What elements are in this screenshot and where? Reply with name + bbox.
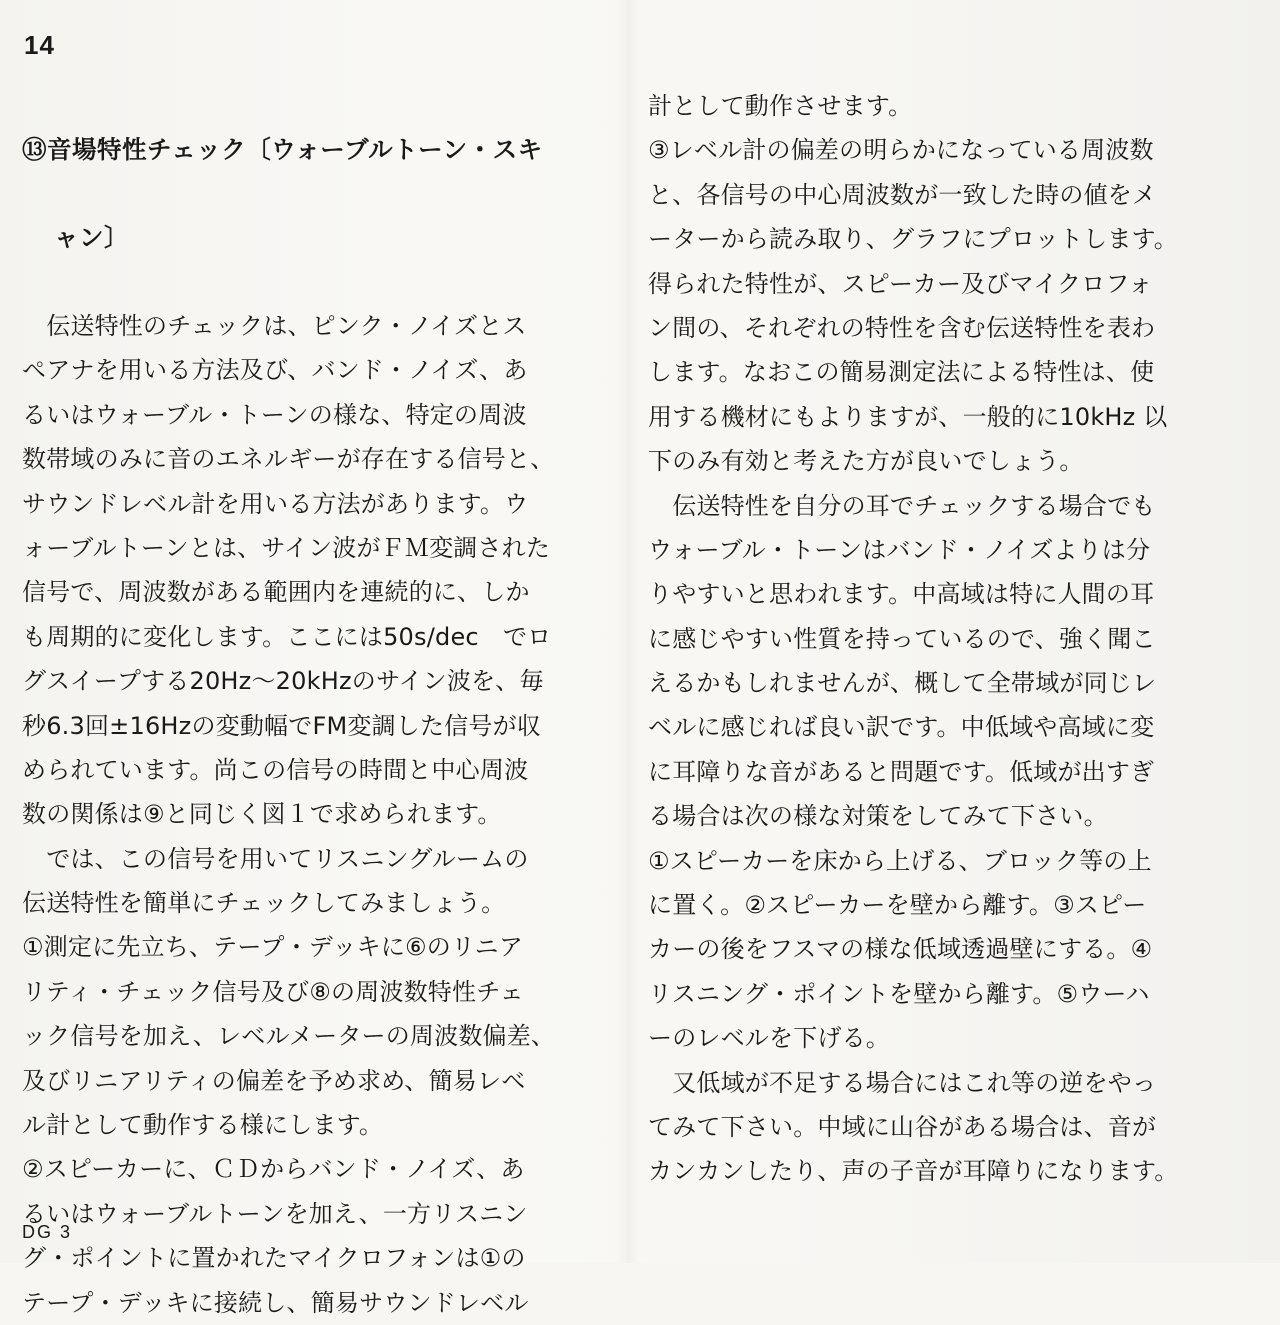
- spine-shadow: [618, 0, 640, 1263]
- text-line: 数の関係は⑨と同じく図１で求められます。: [22, 800, 502, 829]
- text-line: 秒6.3回±16Hzの変動幅でFM変調した信号が収: [22, 711, 541, 740]
- text-line: ペアナを用いる方法及び、バンド・ノイズ、あ: [22, 356, 528, 385]
- text-line: に感じやすい性質を持っているので、強く聞こ: [648, 624, 1156, 653]
- text-line: カーの後をフスマの様な低域透過壁にする。④: [648, 935, 1153, 964]
- section-heading-line-1: ⑬音場特性チェック〔ウォーブルトーン・スキ: [22, 135, 543, 164]
- text-line: ーターから読み取り、グラフにプロットします。: [648, 225, 1178, 254]
- page-number: 14: [24, 30, 55, 60]
- text-line: 用する機材にもよりますが、一般的に10kHz 以: [648, 402, 1168, 431]
- text-line: 得られた特性が、スピーカー及びマイクロフォ: [648, 269, 1153, 298]
- footer-code: DG 3: [22, 1222, 73, 1242]
- text-line: ン間の、それぞれの特性を含む伝送特性を表わ: [648, 313, 1156, 342]
- section-heading: [22, 84, 596, 304]
- text-line: グスイープする20Hz～20kHzのサイン波を、毎: [22, 667, 544, 696]
- text-line: 又低域が不足する場合にはこれ等の逆をやっ: [648, 1068, 1157, 1097]
- text-line: るいはウォーブルトーンを加え、一方リスニン: [22, 1199, 528, 1228]
- text-line: 伝送特性を簡単にチェックしてみましょう。: [22, 889, 506, 918]
- text-line: 及びリニアリティの偏差を予め求め、簡易レベ: [22, 1066, 526, 1095]
- text-line: リティ・チェック信号及び⑧の周波数特性チェ: [22, 977, 524, 1006]
- text-line: ①スピーカーを床から上げる、ブロック等の上: [648, 846, 1152, 875]
- text-line: ック信号を加え、レベルメーターの周波数偏差、: [22, 1022, 556, 1051]
- text-line: 伝送特性のチェックは、ピンク・ノイズとス: [22, 312, 527, 340]
- text-line: に耳障りな音があると問題です。低域が出すぎ: [648, 757, 1155, 786]
- text-line: ①測定に先立ち、テープ・デッキに⑥のリニア: [22, 933, 524, 962]
- text-line: る場合は次の様な対策をしてみて下さい。: [648, 802, 1108, 831]
- section-heading-line-2: ャン〕: [54, 223, 129, 252]
- left-column: [22, 84, 596, 1325]
- right-body-text: [648, 84, 1222, 1194]
- text-line: てみて下さい。中域に山谷がある場合は、音が: [648, 1112, 1157, 1141]
- text-line: サウンドレベル計を用いる方法があります。ウ: [22, 489, 529, 518]
- text-line: ーのレベルを下げる。: [648, 1024, 890, 1053]
- text-line: 伝送特性を自分の耳でチェックする場合でも: [648, 491, 1156, 520]
- text-line: 下のみ有効と考えた方が良いでしょう。: [648, 447, 1084, 476]
- text-line: 信号で、周波数がある範囲内を連続的に、しか: [22, 578, 530, 607]
- text-line: 計として動作させます。: [648, 92, 913, 120]
- text-line: では、この信号を用いてリスニングルームの: [22, 844, 529, 873]
- text-line: テープ・デッキに接続し、簡易サウンドレベル: [22, 1288, 529, 1317]
- text-line: します。なおこの簡易測定法による特性は、使: [648, 358, 1155, 387]
- text-line: と、各信号の中心周波数が一致した時の値をメ: [648, 180, 1157, 209]
- text-line: ②スピーカーに、ＣＤからバンド・ノイズ、あ: [22, 1155, 525, 1184]
- text-line: に置く。②スピーカーを壁から離す。③スピー: [648, 891, 1147, 920]
- text-line: リスニング・ポイントを壁から離す。⑤ウーハ: [648, 979, 1150, 1008]
- text-line: グ・ポイントに置かれたマイクロフォンは①の: [22, 1244, 526, 1273]
- left-body-text: [22, 304, 596, 1325]
- text-line: 数帯域のみに音のエネルギーが存在する信号と、: [22, 445, 555, 474]
- text-line: ウォーブル・トーンはバンド・ノイズよりは分: [648, 535, 1151, 564]
- text-line: りやすいと思われます。中高域は特に人間の耳: [648, 580, 1155, 609]
- text-line: ル計として動作する様にします。: [22, 1111, 384, 1140]
- right-column: [648, 84, 1222, 1194]
- text-line: ベルに感じれば良い訳です。中低域や高域に変: [648, 713, 1155, 742]
- text-line: ③レベル計の偏差の明らかになっている周波数: [648, 136, 1154, 165]
- text-line: カンカンしたり、声の子音が耳障りになります。: [648, 1157, 1179, 1186]
- text-line: ォーブルトーンとは、サイン波がＦＭ変調された: [22, 533, 551, 562]
- text-line: えるかもしれませんが、概して全帯域が同じレ: [648, 669, 1157, 698]
- text-line: るいはウォーブル・トーンの様な、特定の周波: [22, 400, 527, 429]
- text-line: められています。尚この信号の時間と中心周波: [22, 755, 529, 784]
- text-line: も周期的に変化します。ここには50s/dec でロ: [22, 622, 552, 651]
